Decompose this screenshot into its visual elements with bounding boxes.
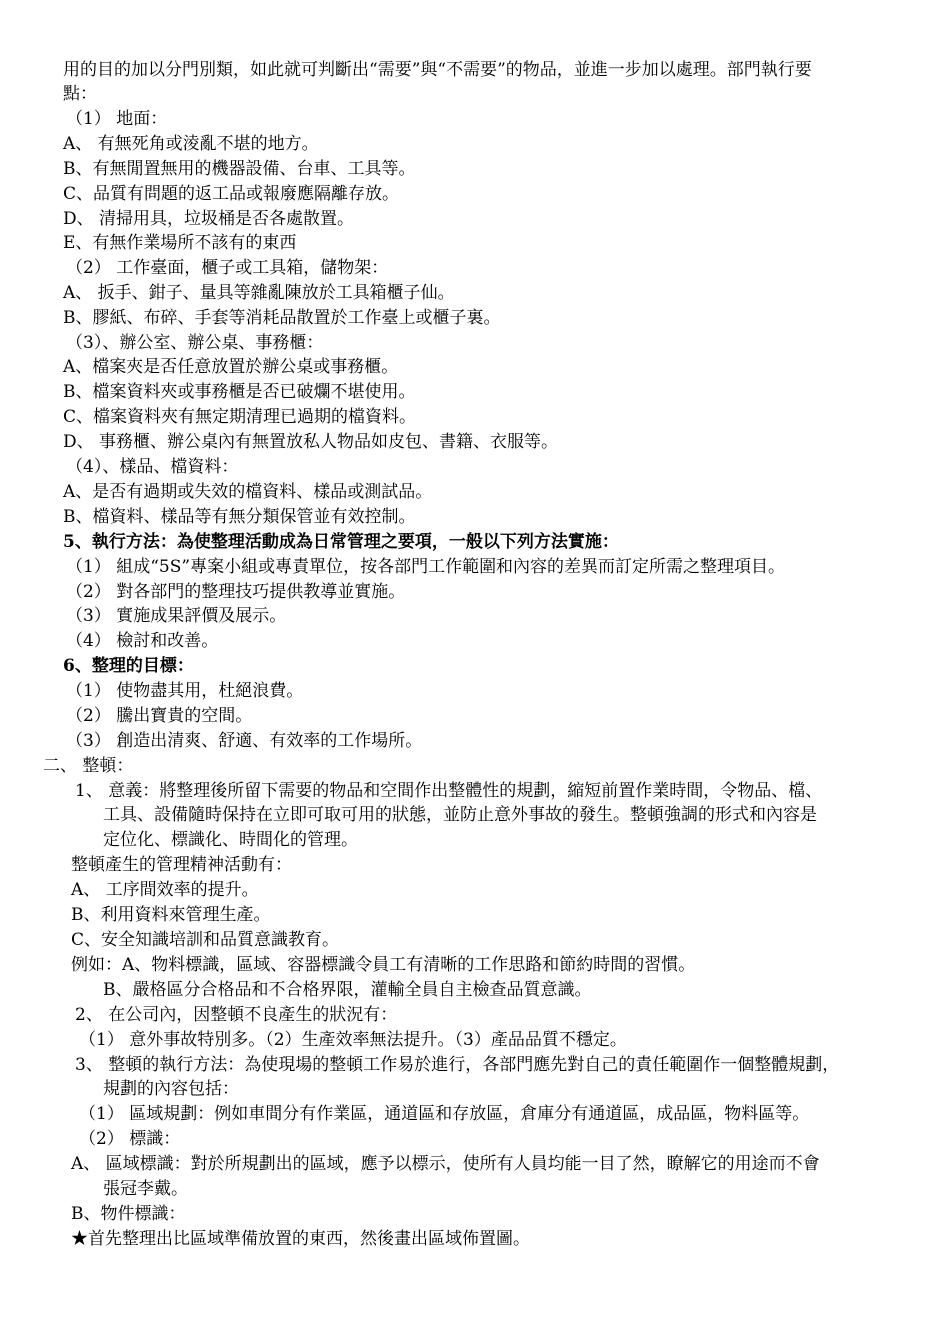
list-item: B、檔案資料夾或事務櫃是否已破爛不堪使用。: [63, 382, 416, 402]
list-item: （1） 組成“5S”專案小組或專責單位，按各部門工作範圍和內容的差異而訂定所需之整理項目。: [66, 557, 786, 577]
subheading-workbench: （2） 工作臺面，櫃子或工具箱，儲物架：: [66, 258, 389, 278]
paragraph-example-cont: B、嚴格區分合格品和不合格界限，灌輸全員自主檢查品質意識。: [103, 980, 592, 1000]
paragraph-meaning: 1、 意義：將整理後所留下需要的物品和空間作出整體性的規劃，縮短前置作業時間，令物品、檔、: [75, 781, 823, 801]
list-item: A、檔案夾是否任意放置於辦公桌或事務櫃。: [63, 357, 399, 377]
list-item: B、物件標識：: [71, 1204, 186, 1224]
list-item: （4） 檢討和改善。: [66, 631, 219, 651]
list-item: C、檔案資料夾有無定期清理已過期的檔資料。: [63, 407, 417, 427]
paragraph-meaning-cont: 定位化、標識化、時間化的管理。: [103, 830, 358, 850]
list-item: A、 工序間效率的提升。: [71, 880, 259, 900]
list-item: B、膠紙、布碎、手套等消耗品散置於工作臺上或櫃子裏。: [63, 308, 501, 328]
paragraph-execution: 3、 整頓的執行方法：為使現場的整頓工作易於進行，各部門應先對自己的責任範圍作一個整體規劃，: [75, 1055, 840, 1075]
section-heading-goal: 6、整理的目標：: [63, 656, 194, 676]
list-item: （1） 使物盡其用，杜絕浪費。: [66, 681, 304, 701]
list-item: （1） 區域規劃：例如車間分有作業區，通道區和存放區，倉庫分有通道區，成品區，物料區等。: [79, 1104, 810, 1124]
list-item: D、 事務櫃、辦公桌內有無置放私人物品如皮包、書籍、衣服等。: [63, 432, 559, 452]
list-item-cont: 張冠李戴。: [103, 1179, 188, 1199]
list-item: A、是否有過期或失效的檔資料、樣品或測試品。: [63, 482, 433, 502]
list-item: B、有無閒置無用的機器設備、台車、工具等。: [63, 159, 416, 179]
list-item: （2） 對各部門的整理技巧提供教導並實施。: [66, 582, 406, 602]
subheading-floor: （1） 地面：: [66, 109, 168, 129]
text-line-intro-cont: 點：: [63, 84, 97, 104]
subheading-samples: （4）、樣品、檔資料：: [66, 457, 239, 477]
list-item: C、安全知識培訓和品質意識教育。: [71, 930, 340, 950]
list-item: A、 有無死角或淩亂不堪的地方。: [63, 134, 319, 154]
subheading-office: （3）、辦公室、辦公桌、事務櫃：: [66, 333, 324, 353]
list-item: （2） 騰出寶貴的空間。: [66, 706, 253, 726]
paragraph-activities: 整頓產生的管理精神活動有：: [71, 855, 292, 875]
list-item: E、有無作業場所不該有的東西: [63, 233, 297, 253]
paragraph-execution-cont: 規劃的內容包括：: [103, 1079, 239, 1099]
list-item: A、 區域標識：對於所規劃出的區域，應予以標示，使所有人員均能一目了然，瞭解它的用途而不會: [71, 1154, 820, 1174]
list-item: D、 清掃用具，垃圾桶是否各處散置。: [63, 209, 355, 229]
text-line-intro: 用的目的加以分門別類，如此就可判斷出“需要”與“不需要”的物品，並進一步加以處理。部門執行要: [63, 60, 812, 80]
list-item: （2） 標識：: [79, 1129, 181, 1149]
paragraph-star-note: ★首先整理出比區域準備放置的東西，然後畫出區域佈置圖。: [71, 1229, 530, 1249]
list-item: A、 扳手、鉗子、量具等雜亂陳放於工具箱櫃子仙。: [63, 283, 455, 303]
list-item: C、品質有問題的返工品或報廢應隔離存放。: [63, 184, 400, 204]
list-item: B、檔資料、樣品等有無分類保管並有效控制。: [63, 507, 416, 527]
chapter-heading-seiton: 二、 整頓：: [43, 756, 134, 776]
list-item: （1） 意外事故特別多。（2）生產效率無法提升。（3）產品品質不穩定。: [79, 1030, 627, 1050]
list-item: （3） 實施成果評價及展示。: [66, 606, 287, 626]
paragraph-bad-seiton: 2、 在公司內，因整頓不良產生的狀況有：: [75, 1005, 398, 1025]
paragraph-example: 例如：A、物料標識，區域、容器標識令員工有清晰的工作思路和節約時間的習慣。: [71, 955, 696, 975]
list-item: （3） 創造出清爽、舒適、有效率的工作場所。: [66, 731, 423, 751]
list-item: B、利用資料來管理生產。: [71, 905, 271, 925]
paragraph-meaning-cont: 工具、設備隨時保持在立即可取可用的狀態，並防止意外事故的發生。整頓強調的形式和內容是: [103, 805, 817, 825]
section-heading-method: 5、執行方法：為使整理活動成為日常管理之要項，一般以下列方法實施：: [63, 532, 619, 552]
